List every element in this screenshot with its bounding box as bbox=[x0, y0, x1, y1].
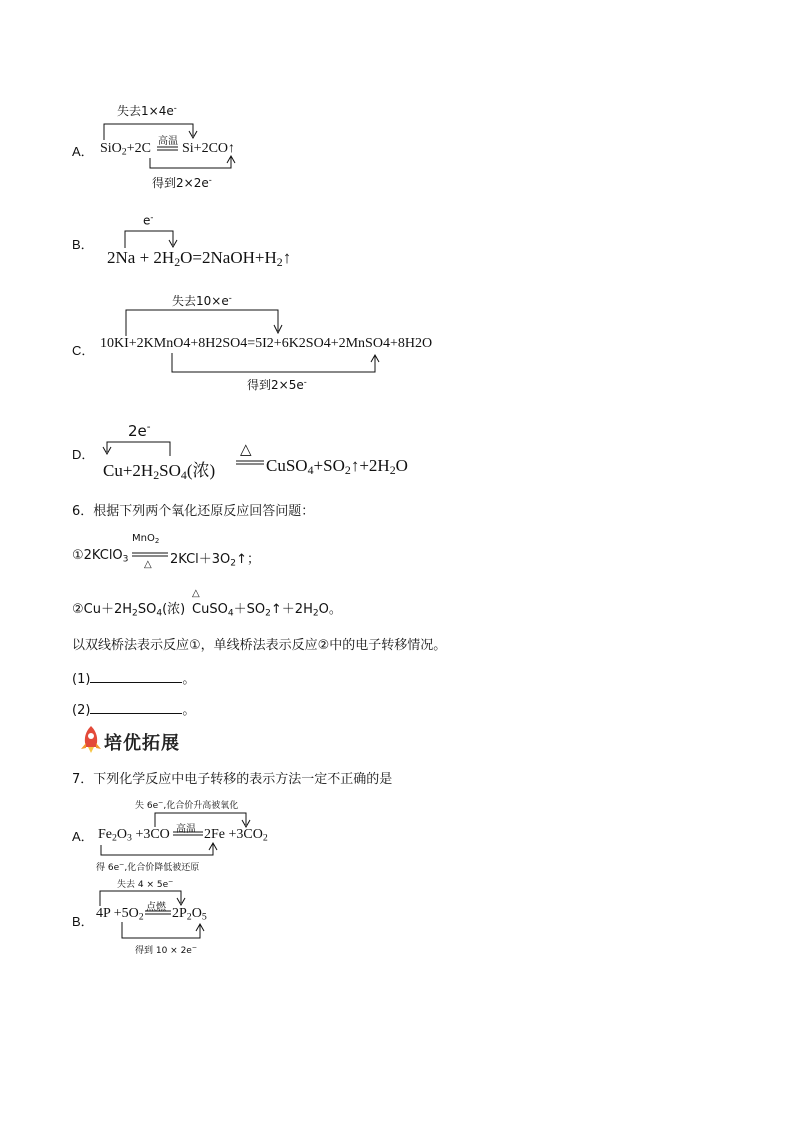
catalyst-label: MnO$_2$ bbox=[132, 533, 160, 545]
answer-blank-2: (2) 。 bbox=[72, 703, 196, 718]
option-label: A． bbox=[72, 144, 94, 159]
condition-label: 高温 bbox=[158, 136, 178, 147]
equation: $Cu+2H_2SO_4$(浓) bbox=[103, 461, 216, 482]
lose-electron-label: 失去 4 × 5e− bbox=[117, 878, 174, 890]
gain-electron-label: 得到2×2e- bbox=[152, 174, 212, 190]
lose-electron-label: 失去1×4e- bbox=[117, 102, 177, 118]
equation-right: $CuSO_4+SO_2↑+2H_2O$ bbox=[266, 456, 408, 477]
equation-right: $2Fe +3CO_2$ bbox=[204, 827, 268, 844]
gain-electron-label: 得 6e−,化合价降低被还原 bbox=[96, 861, 200, 873]
equation: 10KI+2KMnO4+8H2SO4=5I2+6K2SO4+2MnSO4+8H2O bbox=[100, 336, 433, 351]
condition-label: 点燃 bbox=[146, 902, 166, 913]
heat-condition: △ bbox=[192, 588, 200, 599]
reaction-2-left: $②Cu+2H_2SO_4$(浓) bbox=[72, 602, 186, 619]
option-label: C． bbox=[72, 343, 95, 358]
gain-electron-label: 得到 10 × 2e− bbox=[135, 944, 198, 956]
heat-condition: △ bbox=[144, 559, 152, 570]
reaction-1-left: ①2KClO$_3$ bbox=[72, 548, 129, 565]
instruction-text: 以双线桥法表示反应①，单线桥法表示反应②中的电子转移情况。 bbox=[72, 638, 447, 653]
reaction-1-right: $2KCl+3O_2↑$； bbox=[170, 552, 260, 569]
equation: SiO$_2$+2C bbox=[100, 141, 151, 158]
heat-condition: △ bbox=[240, 440, 252, 458]
answer-blank-1: (1) 。 bbox=[72, 672, 196, 687]
equation-left: $Fe_2O_3 +3CO$ bbox=[98, 827, 170, 844]
electron-label: e- bbox=[143, 212, 154, 228]
option-label: D． bbox=[72, 447, 95, 462]
condition-label: 高温 bbox=[176, 824, 196, 835]
banner-title: 培优拓展 bbox=[104, 733, 180, 754]
option-label: B． bbox=[72, 237, 94, 252]
equation: $2Na + 2H_2O=2NaOH+H_2↑$ bbox=[107, 248, 292, 269]
option-label: B． bbox=[72, 914, 94, 929]
equation-right: Si+2CO↑ bbox=[182, 141, 236, 156]
equation-left: $4P +5O_2$ bbox=[96, 906, 144, 923]
question-stem: 7．下列化学反应中电子转移的表示方法一定不正确的是 bbox=[72, 772, 393, 787]
lose-electron-label: 失去10×e- bbox=[172, 292, 232, 308]
reaction-2-right: $CuSO_4+SO_2↑+2H_2O$。 bbox=[192, 602, 342, 619]
electron-label: 2e- bbox=[128, 421, 151, 440]
question-stem: 6．根据下列两个氧化还原反应回答问题： bbox=[72, 504, 315, 519]
equation-right: $2P_2O_5$ bbox=[172, 906, 207, 923]
lose-electron-label: 失 6e−,化合价升高被氧化 bbox=[135, 799, 239, 811]
option-label: A． bbox=[72, 829, 94, 844]
gain-electron-label: 得到2×5e- bbox=[247, 376, 307, 392]
